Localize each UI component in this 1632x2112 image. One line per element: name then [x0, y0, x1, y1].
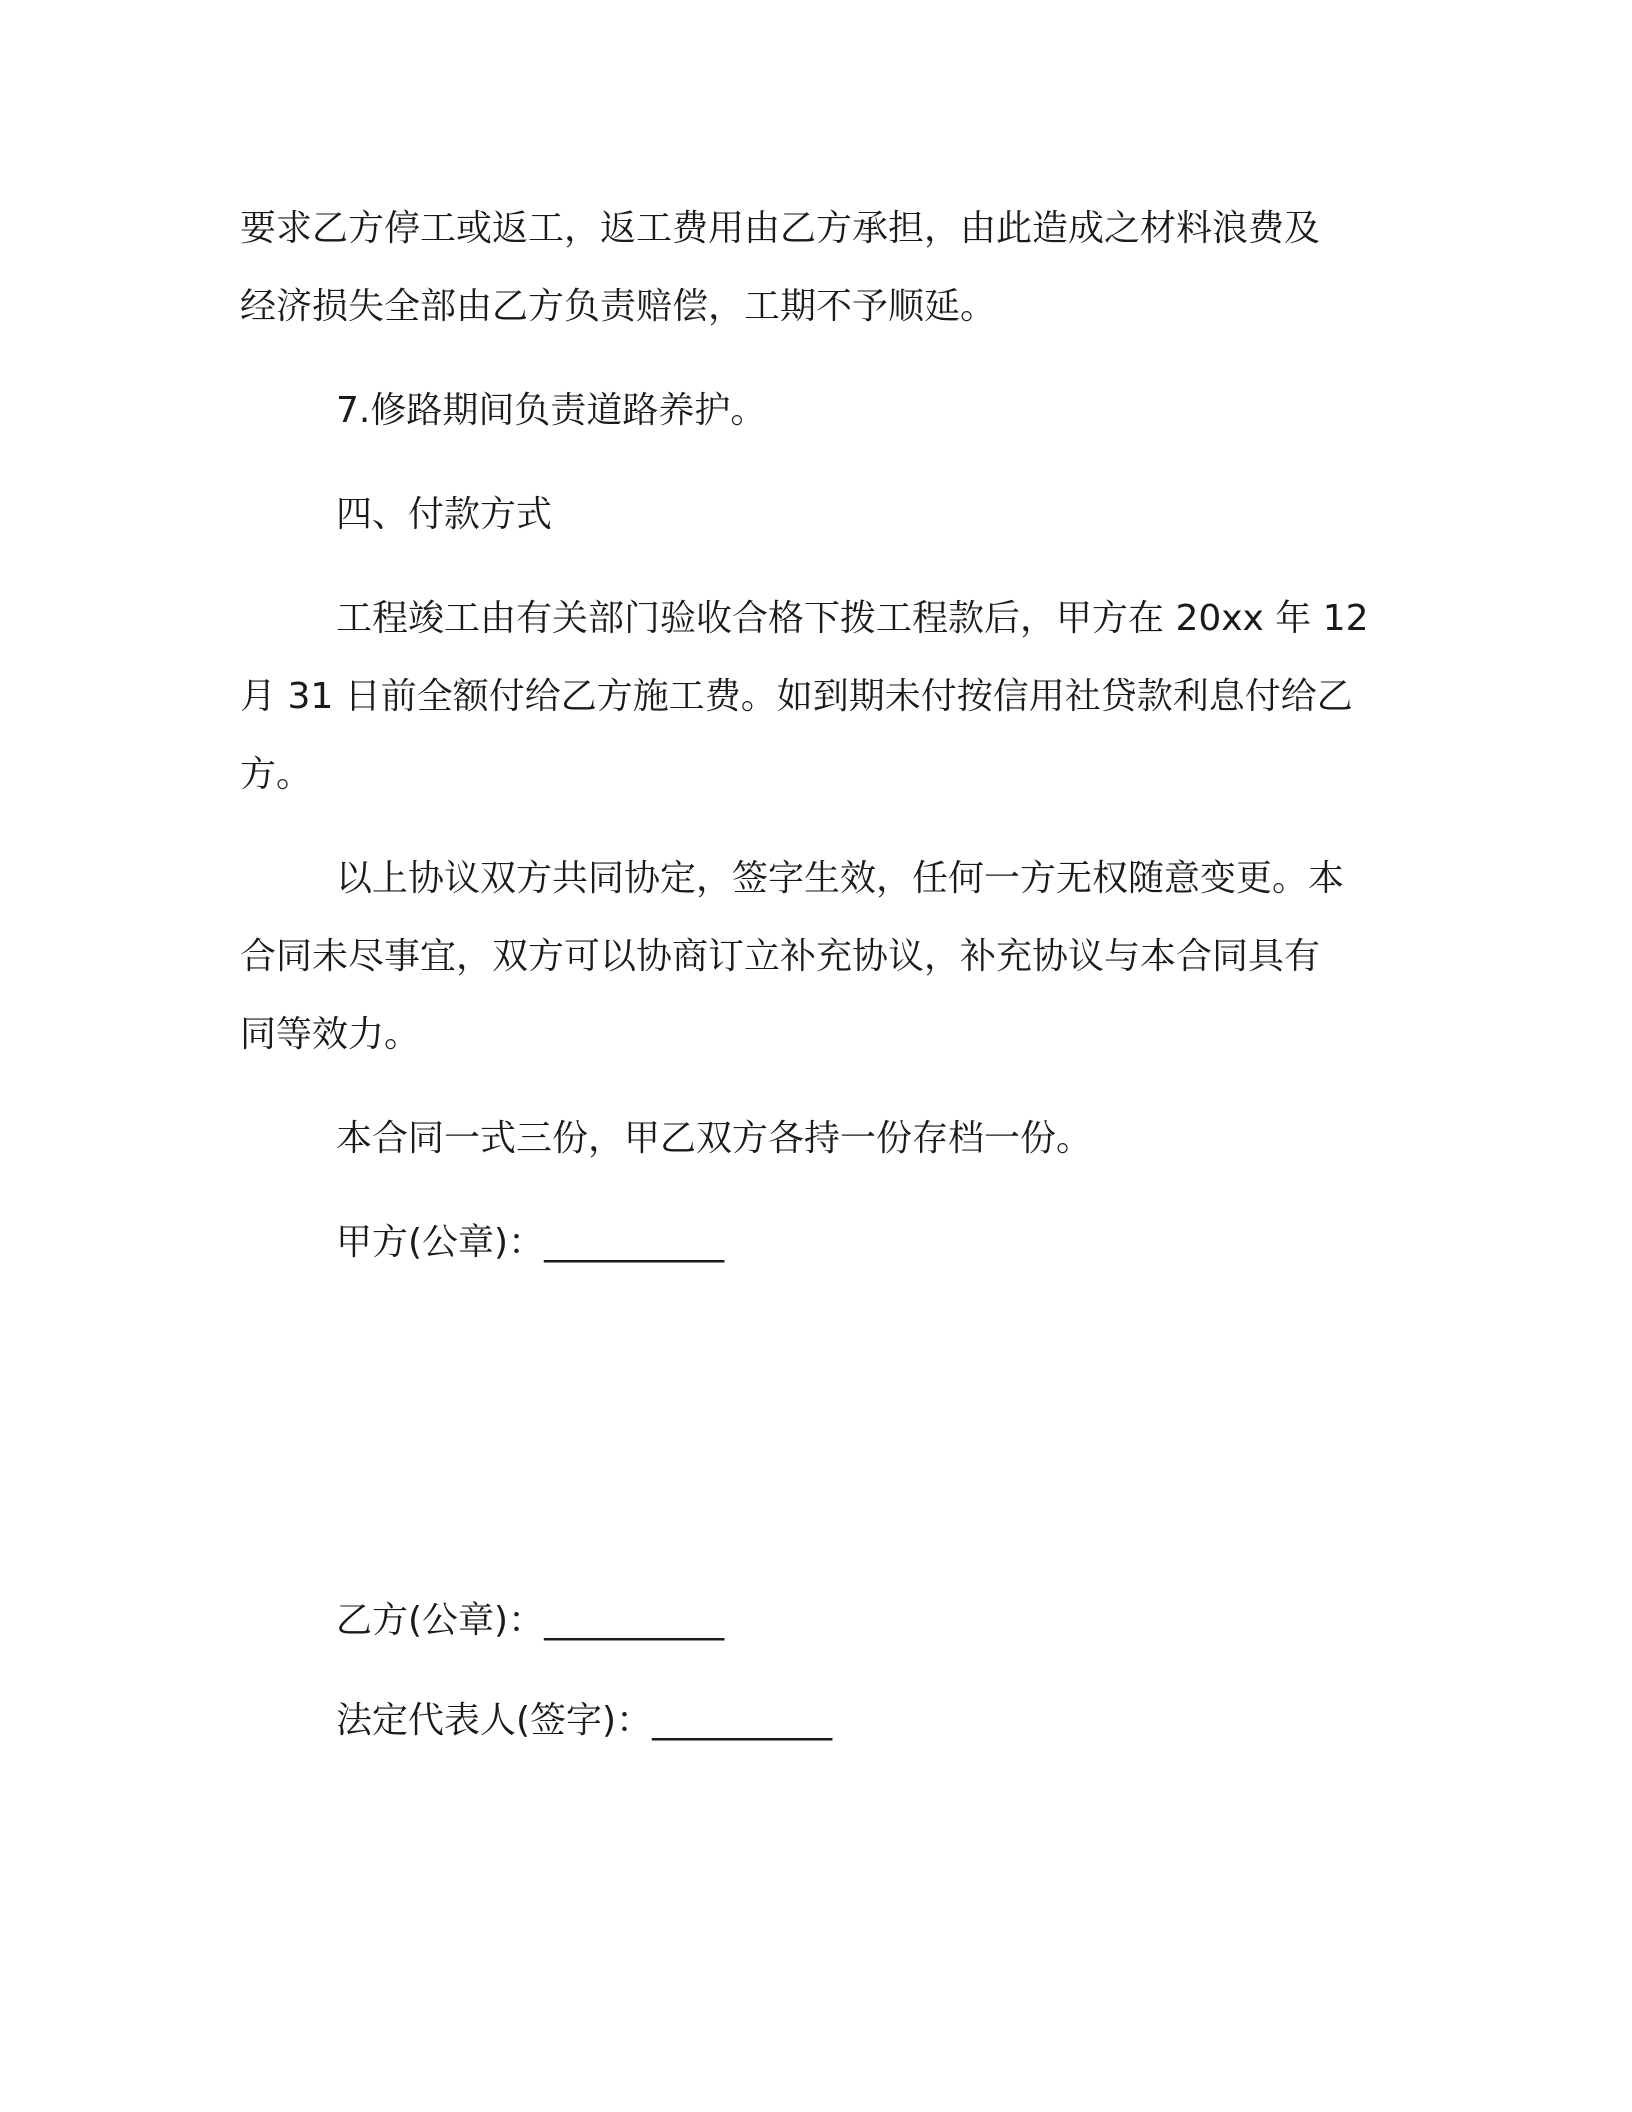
text-line: 同等效力。	[240, 1014, 421, 1055]
paragraph-continuation	[240, 190, 1380, 346]
text-line: 7.修路期间负责道路养护。	[336, 390, 767, 431]
paragraph-agreement	[240, 840, 1380, 1074]
section-heading-payment	[240, 476, 1380, 554]
text-line: 合同未尽事宜，双方可以协商订立补充协议，补充协议与本合同具有	[240, 936, 1321, 977]
paragraph-item-7	[240, 372, 1380, 450]
paragraph-copies	[240, 1100, 1380, 1178]
section-heading-text: 四、付款方式	[336, 494, 553, 535]
text-line: 月 31 日前全额付给乙方施工费。如到期未付按信用社贷款利息付给乙	[240, 676, 1353, 717]
signature-party-b: 乙方(公章)：__________	[336, 1600, 725, 1641]
text-line: 方。	[240, 754, 313, 795]
signature-space	[240, 1282, 1380, 1582]
text-line: 以上协议双方共同协定，签字生效，任何一方无权随意变更。本	[336, 858, 1345, 899]
text-line: 要求乙方停工或返工，返工费用由乙方承担，由此造成之材料浪费及	[240, 208, 1321, 249]
signature-legal-rep: 法定代表人(签字)：__________	[336, 1700, 833, 1741]
signature-party-a: 甲方(公章)：__________	[336, 1222, 725, 1263]
paragraph-payment-terms	[240, 580, 1380, 814]
text-line: 经济损失全部由乙方负责赔偿，工期不予顺延。	[240, 286, 997, 327]
document-body	[240, 190, 1380, 1760]
text-line: 工程竣工由有关部门验收合格下拨工程款后，甲方在 20xx 年 12	[336, 598, 1369, 639]
text-line: 本合同一式三份，甲乙双方各持一份存档一份。	[336, 1118, 1093, 1159]
